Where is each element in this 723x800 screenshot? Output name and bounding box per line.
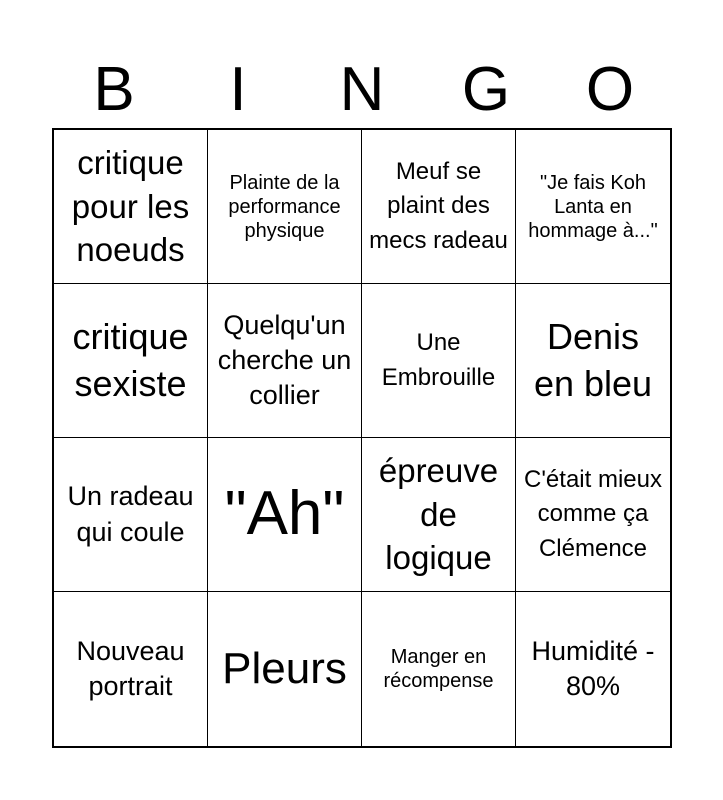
bingo-cell[interactable] xyxy=(516,130,670,284)
bingo-cell[interactable] xyxy=(516,592,670,746)
bingo-cell[interactable] xyxy=(54,284,208,438)
header-letter-g: G xyxy=(461,55,511,124)
cell-text: critique pour les noeuds xyxy=(71,144,190,269)
cell-text: Humidité - 80% xyxy=(531,635,655,701)
bingo-cell[interactable] xyxy=(362,592,516,746)
cell-text: Manger en récompense xyxy=(383,646,494,692)
bingo-cell[interactable] xyxy=(516,438,670,592)
cell-text: critique sexiste xyxy=(72,315,189,404)
bingo-cell[interactable] xyxy=(54,130,208,284)
bingo-cell[interactable] xyxy=(516,284,670,438)
bingo-cell[interactable] xyxy=(362,284,516,438)
bingo-cell[interactable] xyxy=(54,592,208,746)
cell-text: Plainte de la performance physique xyxy=(228,171,341,242)
cell-text: C'était mieux comme ça Clémence xyxy=(524,466,662,562)
cell-text: Une Embrouille xyxy=(381,329,496,391)
cell-text: Meuf se plaint des mecs radeau xyxy=(369,158,508,254)
header-letter-i: I xyxy=(229,55,247,124)
cell-text: épreuve de logique xyxy=(378,452,499,577)
bingo-cell[interactable] xyxy=(208,284,362,438)
header-letter-b: B xyxy=(93,55,135,124)
cell-text: "Je fais Koh Lanta en hommage à..." xyxy=(528,171,658,242)
cell-text: Denis en bleu xyxy=(533,315,653,404)
bingo-cell[interactable] xyxy=(362,438,516,592)
cell-text: Un radeau qui coule xyxy=(67,481,194,547)
bingo-cell[interactable] xyxy=(208,130,362,284)
header-letter-n: N xyxy=(339,55,385,124)
bingo-cell[interactable] xyxy=(208,438,362,592)
header-letter-o: O xyxy=(585,55,635,124)
cell-text: Pleurs xyxy=(222,643,347,693)
bingo-cell[interactable] xyxy=(362,130,516,284)
bingo-header xyxy=(52,52,672,128)
bingo-cell[interactable] xyxy=(54,438,208,592)
bingo-board xyxy=(52,128,672,748)
bingo-cell[interactable] xyxy=(208,592,362,746)
cell-text: "Ah" xyxy=(224,479,345,549)
cell-text: Nouveau portrait xyxy=(76,635,185,701)
cell-text: Quelqu'un cherche un collier xyxy=(217,309,352,411)
